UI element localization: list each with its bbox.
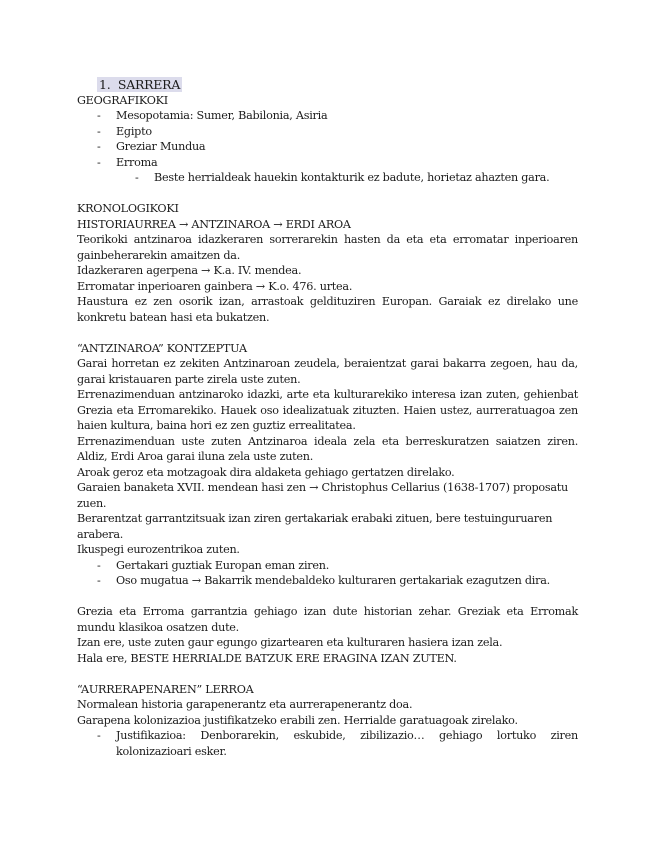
paragraph: Garapena kolonizazioa justifikatzeko erabili zen. Herrialde garatuagoak zirelako. [77, 713, 518, 727]
paragraph: Grezia eta Erroma garrantzia gehiago izan dute historian zehar. Greziak eta Erromak mundu klasikoa osatzen dute. [77, 605, 578, 634]
list-item: - Gertakari guztiak Europan eman ziren. [77, 558, 578, 574]
paragraph: Ikuspegi eurozentrikoa zuten. [77, 543, 240, 556]
heading-number: 1. [99, 77, 111, 92]
kontzeptua-title: “ANTZINAROA” KONTZEPTUA [77, 341, 247, 355]
paragraph: Garai horretan ez zekiten Antzinaroan zeudela, beraientzat garai bakarra zegoen, hau da, garai kristauaren parte zirela uste zuten. [77, 357, 578, 386]
geografikoki-title: GEOGRAFIKOKI [77, 93, 168, 107]
paragraph: Idazkeraren agerpena → K.a. IV. mendea. [77, 264, 302, 277]
era-sequence: HISTORIAURREA → ANTZINAROA → ERDI AROA [77, 217, 351, 231]
heading-highlight [97, 77, 182, 92]
heading-title: SARRERA [117, 77, 181, 92]
paragraph: Normalean historia garapenerantz eta aurrerapenerantz doa. [77, 698, 413, 711]
list-item: - Egipto [77, 124, 578, 140]
lerroa-title: “AURRERAPENAREN” LERROA [77, 682, 254, 696]
paragraph: Aroak geroz eta motzagoak dira aldaketa gehiago gertatzen direlako. [77, 465, 455, 479]
spacer [77, 589, 578, 605]
list-item: - Oso mugatua → Bakarrik mendebaldeko kulturaren gertakariak ezagutzen dira. [77, 573, 578, 589]
spacer [77, 325, 578, 341]
paragraph: Erromatar inperioaren gainbera → K.o. 476. urtea. [77, 279, 353, 293]
paragraph: Izan ere, uste zuten gaur egungo gizartearen eta kulturaren hasiera izan zela. [77, 636, 503, 649]
list-item: - Erroma [77, 155, 578, 171]
paragraph: Errenazimenduan antzinaroko idazki, arte eta kulturarekiko interesa izan zuten, gehienbat Grezia eta Erromarekiko. Hauek oso idealizatuak zituzten. Haien ustez, aurreratuagoa zen haien kultura, baina hori ez zen guztiz errealitatea. [77, 388, 578, 432]
geografikoki-list [77, 108, 578, 186]
paragraph: Hala ere, BESTE HERRIALDE BATZUK ERE ERAGINA IZAN ZUTEN. [77, 651, 457, 665]
paragraph: Berarentzat garrantzitsuak izan ziren gertakariak erabaki zituen, bere testuinguruaren arabera. [77, 512, 553, 541]
paragraph: Haustura ez zen osorik izan, arrastoak geldituziren Europan. Garaiak ez direlako une konkretu batean hasi eta bukatzen. [77, 295, 578, 324]
kontzeptua-list [77, 558, 578, 589]
kronologikoki-title: KRONOLOGIKOKI [77, 202, 179, 215]
list-item: - Greziar Mundua [77, 139, 578, 155]
paragraph: Errenazimenduan uste zuten Antzinaroa ideala zela eta berreskuratzen saiatzen ziren. Aldiz, Erdi Aroa garai iluna zela uste zuten. [77, 434, 578, 463]
sub-list-item: - Beste herrialdeak hauekin kontakturik ez badute, horietaz ahazten gara. [77, 170, 578, 186]
paragraph: Teorikoki antzinaroa idazkeraren sorrerarekin hasten da eta eta erromatar inperioaren gainbeherarekin amaitzen da. [77, 233, 578, 262]
document-page [77, 77, 578, 759]
section-heading [97, 77, 578, 93]
spacer [77, 186, 578, 202]
list-item: - Mesopotamia: Sumer, Babilonia, Asiria [77, 108, 578, 124]
spacer [77, 666, 578, 682]
lerroa-list [77, 728, 578, 759]
paragraph: Garaien banaketa XVII. mendean hasi zen → Christophus Cellarius (1638-1707) proposatu zuen. [77, 481, 568, 510]
list-item: - Justifikazioa: Denborarekin, eskubide, zibilizazio… gehiago lortuko ziren kolonizazioari esker. [77, 728, 578, 759]
